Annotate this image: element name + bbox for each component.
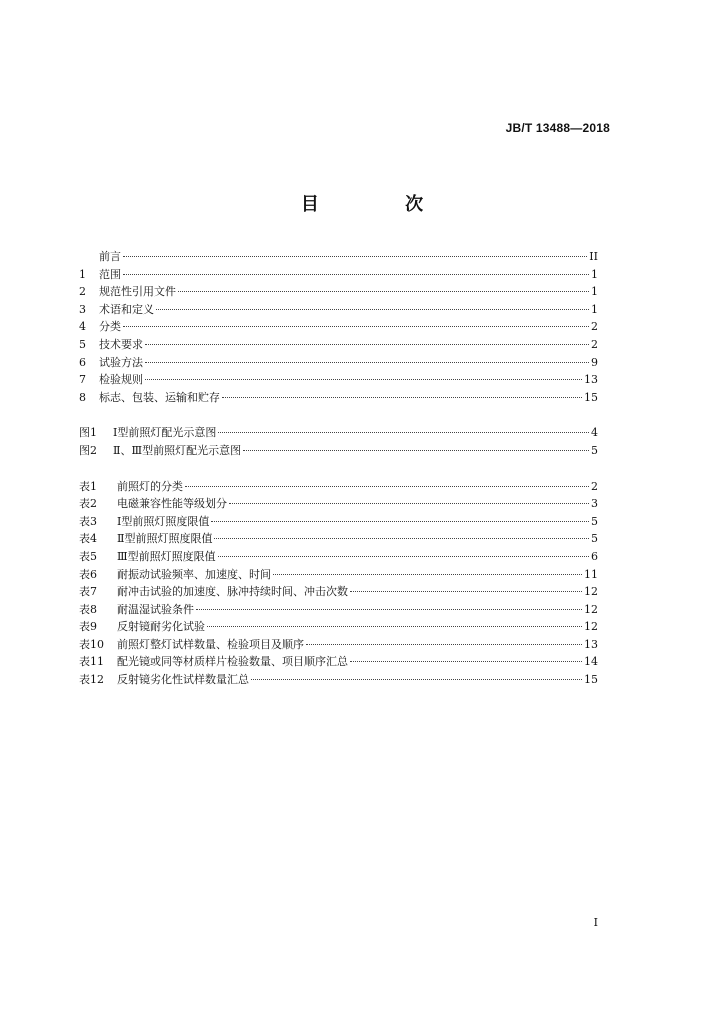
toc-entry-number: 1 bbox=[79, 267, 86, 281]
toc-leader-dots bbox=[218, 556, 589, 557]
toc-leader-dots bbox=[273, 574, 582, 575]
toc-entry-page: II bbox=[589, 250, 598, 263]
toc-leader-dots bbox=[229, 503, 589, 504]
toc-leader-dots bbox=[243, 450, 589, 451]
toc-entry-number: 3 bbox=[79, 302, 86, 316]
toc-entry-page: 13 bbox=[584, 637, 598, 651]
toc-figures bbox=[79, 424, 598, 459]
table-of-contents bbox=[79, 248, 598, 689]
toc-entry[interactable] bbox=[79, 354, 598, 372]
toc-entry[interactable] bbox=[79, 583, 598, 601]
toc-leader-dots bbox=[306, 644, 582, 645]
toc-entry-page: 13 bbox=[584, 373, 598, 387]
toc-entry-title: 反射镜劣化性试样数量汇总 bbox=[117, 673, 249, 687]
toc-entry-page: 14 bbox=[584, 655, 598, 669]
toc-leader-dots bbox=[350, 661, 582, 662]
toc-entry-title: Ⅰ型前照灯配光示意图 bbox=[113, 426, 217, 440]
toc-entry-title: Ⅲ型前照灯照度限值 bbox=[117, 549, 216, 563]
toc-leader-dots bbox=[214, 538, 589, 539]
toc-entry-number: 2 bbox=[79, 285, 86, 299]
toc-entry-title: 配光镜或同等材质样片检验数量、项目顺序汇总 bbox=[117, 655, 348, 669]
toc-entry-page: 15 bbox=[584, 390, 598, 404]
toc-entry-title: Ⅱ、Ⅲ型前照灯配光示意图 bbox=[113, 443, 242, 457]
toc-leader-dots bbox=[251, 679, 582, 680]
toc-leader-dots bbox=[350, 591, 582, 592]
toc-entry-number: 表7 bbox=[79, 585, 97, 599]
toc-leader-dots bbox=[178, 291, 589, 292]
toc-entry-title: 试验方法 bbox=[99, 355, 143, 369]
toc-entry-page: 15 bbox=[584, 673, 598, 687]
toc-entry-title: 分类 bbox=[99, 320, 121, 334]
toc-entry-title: 耐冲击试验的加速度、脉冲持续时间、冲击次数 bbox=[117, 585, 348, 599]
toc-leader-dots bbox=[211, 521, 589, 522]
toc-entry[interactable] bbox=[79, 601, 598, 619]
toc-leader-dots bbox=[196, 609, 582, 610]
toc-entry[interactable] bbox=[79, 636, 598, 654]
toc-entry-number: 表3 bbox=[79, 514, 97, 528]
toc-entry-title: 范围 bbox=[99, 267, 121, 281]
toc-entry[interactable] bbox=[79, 548, 598, 566]
toc-entry-page: 12 bbox=[584, 620, 598, 634]
page-number: I bbox=[593, 916, 598, 929]
toc-entry-title: 前言 bbox=[99, 250, 121, 263]
toc-leader-dots bbox=[207, 626, 582, 627]
toc-entry-title: Ⅱ型前照灯照度限值 bbox=[117, 532, 213, 546]
toc-leader-dots bbox=[156, 309, 589, 310]
toc-entry-number: 8 bbox=[79, 390, 86, 404]
toc-entry[interactable] bbox=[79, 478, 598, 496]
toc-entry-title: 耐温湿试验条件 bbox=[117, 602, 194, 616]
toc-entry[interactable] bbox=[79, 671, 598, 689]
toc-entry-title: 技术要求 bbox=[99, 337, 143, 351]
toc-entry-title: 术语和定义 bbox=[99, 302, 154, 316]
toc-leader-dots bbox=[123, 256, 587, 257]
toc-entry-number: 表4 bbox=[79, 532, 97, 546]
toc-entry-page: 4 bbox=[591, 426, 598, 440]
toc-entry-page: 5 bbox=[591, 514, 598, 528]
toc-leader-dots bbox=[145, 344, 589, 345]
toc-leader-dots bbox=[145, 362, 589, 363]
toc-entry-number: 表1 bbox=[79, 479, 97, 493]
toc-entry-title: 规范性引用文件 bbox=[99, 285, 176, 299]
toc-entry[interactable] bbox=[79, 442, 598, 460]
toc-entry-number: 4 bbox=[79, 320, 86, 334]
toc-entry-title: 耐振动试验频率、加速度、时间 bbox=[117, 567, 271, 581]
toc-entry-number: 表12 bbox=[79, 673, 104, 687]
toc-entry[interactable] bbox=[79, 336, 598, 354]
toc-entry[interactable] bbox=[79, 530, 598, 548]
toc-leader-dots bbox=[123, 326, 589, 327]
toc-entry[interactable] bbox=[79, 513, 598, 531]
toc-leader-dots bbox=[145, 379, 582, 380]
toc-entry[interactable] bbox=[79, 495, 598, 513]
toc-entry-number: 表2 bbox=[79, 497, 97, 511]
toc-entry-number: 表8 bbox=[79, 602, 97, 616]
toc-entry-number: 图1 bbox=[79, 426, 97, 440]
toc-entry-page: 3 bbox=[591, 497, 598, 511]
toc-leader-dots bbox=[222, 397, 582, 398]
toc-entry[interactable] bbox=[79, 424, 598, 442]
toc-entry-page: 1 bbox=[591, 302, 598, 316]
toc-entry-page: 9 bbox=[591, 355, 598, 369]
toc-entry-page: 5 bbox=[591, 532, 598, 546]
toc-entry-page: 2 bbox=[591, 320, 598, 334]
toc-leader-dots bbox=[185, 486, 589, 487]
toc-entry-page: 2 bbox=[591, 479, 598, 493]
toc-entry-number: 5 bbox=[79, 337, 86, 351]
toc-sections bbox=[79, 248, 598, 406]
toc-entry-number: 7 bbox=[79, 373, 86, 387]
toc-entry-title: 前照灯的分类 bbox=[117, 479, 183, 493]
toc-entry-title: 电磁兼容性能等级划分 bbox=[117, 497, 227, 511]
standard-code: JB/T 13488—2018 bbox=[505, 121, 610, 135]
toc-leader-dots bbox=[123, 274, 589, 275]
toc-entry[interactable] bbox=[79, 266, 598, 284]
toc-entry[interactable] bbox=[79, 653, 598, 671]
toc-entry-page: 1 bbox=[591, 285, 598, 299]
toc-entry-number: 6 bbox=[79, 355, 86, 369]
toc-entry-page: 11 bbox=[584, 567, 598, 581]
toc-tables bbox=[79, 478, 598, 689]
toc-entry-title: 标志、包装、运输和贮存 bbox=[99, 390, 220, 404]
toc-entry-page: 2 bbox=[591, 337, 598, 351]
toc-entry[interactable] bbox=[79, 389, 598, 407]
page-title: 目 次 bbox=[300, 194, 464, 215]
toc-entry[interactable] bbox=[79, 566, 598, 584]
toc-entry[interactable] bbox=[79, 248, 598, 266]
toc-entry-number: 表6 bbox=[79, 567, 97, 581]
toc-entry-title: 前照灯整灯试样数量、检验项目及顺序 bbox=[117, 637, 304, 651]
toc-entry-page: 6 bbox=[591, 549, 598, 563]
toc-entry-page: 12 bbox=[584, 585, 598, 599]
toc-entry[interactable] bbox=[79, 318, 598, 336]
toc-entry-page: 1 bbox=[591, 267, 598, 281]
toc-entry-title: 检验规则 bbox=[99, 373, 143, 387]
toc-entry-number: 图2 bbox=[79, 443, 97, 457]
toc-entry[interactable] bbox=[79, 301, 598, 319]
toc-entry-page: 5 bbox=[591, 443, 598, 457]
toc-entry-page: 12 bbox=[584, 602, 598, 616]
toc-entry-number: 表5 bbox=[79, 549, 97, 563]
toc-entry[interactable] bbox=[79, 371, 598, 389]
toc-entry[interactable] bbox=[79, 618, 598, 636]
toc-entry-number: 表11 bbox=[79, 655, 104, 669]
toc-entry-number: 表10 bbox=[79, 637, 104, 651]
toc-entry-title: 反射镜耐劣化试验 bbox=[117, 620, 205, 634]
toc-entry[interactable] bbox=[79, 283, 598, 301]
toc-entry-title: Ⅰ型前照灯照度限值 bbox=[117, 514, 210, 528]
toc-leader-dots bbox=[218, 432, 589, 433]
toc-entry-number: 表9 bbox=[79, 620, 97, 634]
